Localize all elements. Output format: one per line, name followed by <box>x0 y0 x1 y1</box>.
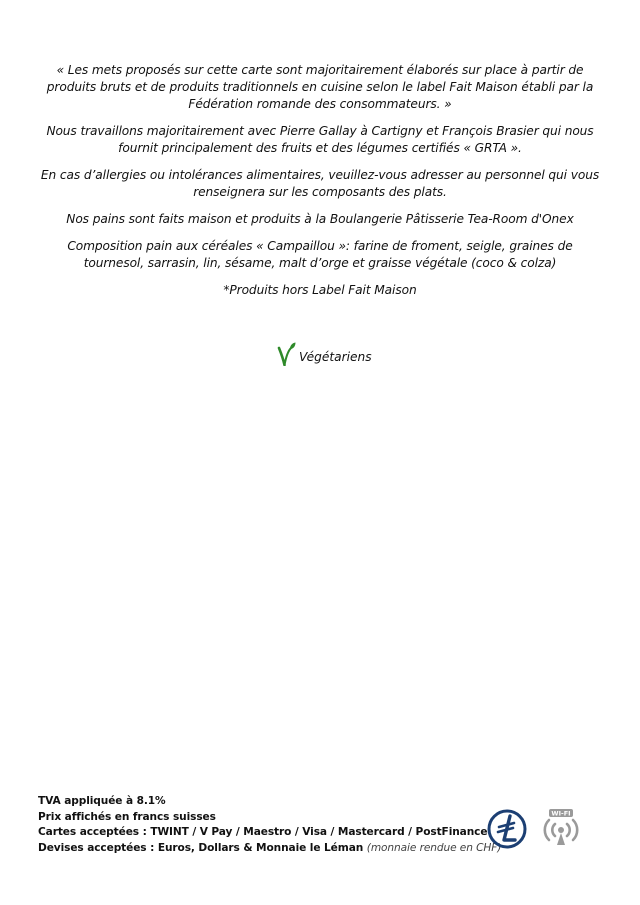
monnaie-leman-logo-icon <box>487 809 527 849</box>
cards-line: Cartes acceptées : TWINT / V Pay / Maestro / Visa / Mastercard / PostFinance <box>38 826 488 838</box>
allergies-note: En cas d’allergies ou intolérances alimentaires, veuillez-vous adresser au personnel qui vous renseignera sur les composants des plats. <box>40 168 600 199</box>
prices-line: Prix affichés en francs suisses <box>38 810 216 823</box>
fait-maison-note: « Les mets proposés sur cette carte sont majoritairement élaborés sur place à partir de produits bruts et de produits traditionnels en cuisine selon le label Fait Maison établi par la Fédération romande des consommateurs. » <box>46 63 594 111</box>
currencies-line <box>38 841 501 857</box>
campaillou-note: Composition pain aux céréales « Campaillou »: farine de froment, seigle, graines de tournesol, sarrasin, lin, sésame, malt d’orge et graisse végétale (coco & colza) <box>67 239 573 270</box>
vegetarian-legend <box>276 342 372 366</box>
vegetarian-label: Végétariens <box>299 350 372 364</box>
payment-footer <box>38 794 501 856</box>
suppliers-note: Nous travaillons majoritairement avec Pierre Gallay à Cartigny et François Brasier qui nous fournit principalement des fruits et des légumes certifiés « GRTA ». <box>46 124 594 155</box>
bread-note: Nos pains sont faits maison et produits à la Boulangerie Pâtisserie Tea-Room d'Onex <box>66 212 574 226</box>
currencies-text: Devises acceptées : Euros, Dollars & Monnaie le Léman <box>38 841 364 854</box>
menu-notes <box>36 62 604 309</box>
wifi-icon <box>538 808 584 848</box>
currencies-note: (monnaie rendue en CHF) <box>366 841 502 854</box>
wifi-badge <box>538 808 584 852</box>
label-exclusion-note: *Produits hors Label Fait Maison <box>223 283 417 297</box>
wifi-label: WI-FI <box>551 809 571 818</box>
leaf-v-icon <box>276 342 296 366</box>
vat-line: TVA appliquée à 8.1% <box>38 795 166 807</box>
